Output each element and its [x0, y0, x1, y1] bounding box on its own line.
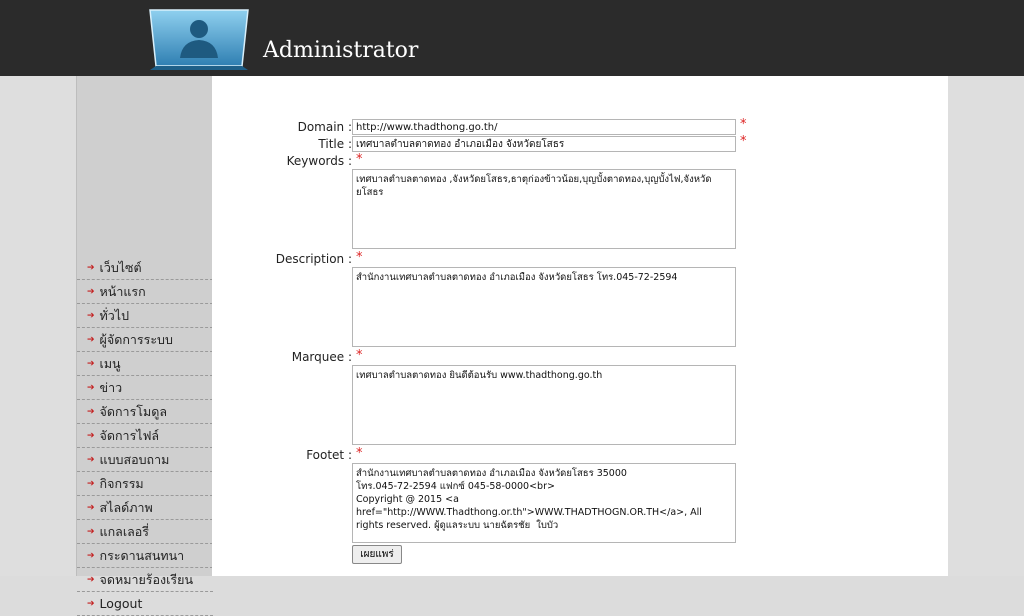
user-silhouette-icon [148, 8, 250, 70]
title-label: Title : [318, 137, 352, 151]
sidebar-item-survey[interactable] [77, 448, 213, 472]
required-mark: * [356, 446, 363, 461]
required-mark: * [740, 134, 747, 149]
sidebar-item-label: กิจกรรม [99, 475, 144, 491]
sidebar-item-slides[interactable] [77, 496, 213, 520]
keywords-textarea[interactable] [352, 169, 736, 249]
arrow-icon: ➔ [87, 406, 95, 417]
arrow-icon: ➔ [87, 358, 95, 369]
sidebar-item-label: ผู้จัดการระบบ [99, 331, 173, 347]
sidebar-item-website[interactable] [77, 256, 213, 280]
required-mark: * [356, 152, 363, 167]
sidebar-item-modules[interactable] [77, 400, 213, 424]
marquee-label: Marquee : [291, 350, 352, 364]
sidebar-item-forum[interactable] [77, 544, 213, 568]
arrow-icon: ➔ [87, 310, 95, 321]
sidebar-menu [77, 256, 213, 616]
sidebar-item-general[interactable] [77, 304, 213, 328]
sidebar-item-news[interactable] [77, 376, 213, 400]
arrow-icon: ➔ [87, 550, 95, 561]
left-margin [0, 76, 76, 576]
footer-label: Footet : [306, 448, 352, 462]
sidebar-item-admins[interactable] [77, 328, 213, 352]
sidebar-item-label: จดหมายร้องเรียน [99, 571, 193, 587]
title-input[interactable] [352, 136, 736, 152]
arrow-icon: ➔ [87, 502, 95, 513]
sidebar [76, 76, 212, 611]
sidebar-item-label: จัดการโมดูล [99, 403, 168, 419]
app-title: Administrator [263, 38, 419, 63]
keywords-label: Keywords : [286, 154, 352, 168]
sidebar-item-activities[interactable] [77, 472, 213, 496]
domain-label: Domain : [297, 120, 352, 134]
sidebar-item-gallery[interactable] [77, 520, 213, 544]
arrow-icon: ➔ [87, 382, 95, 393]
arrow-icon: ➔ [87, 430, 95, 441]
arrow-icon: ➔ [87, 262, 95, 273]
sidebar-item-label: เมนู [99, 355, 121, 371]
marquee-textarea[interactable] [352, 365, 736, 445]
sidebar-item-label: Logout [99, 596, 143, 611]
publish-button[interactable]: เผยแพร่ [352, 545, 402, 564]
arrow-icon: ➔ [87, 334, 95, 345]
arrow-icon: ➔ [87, 286, 95, 297]
arrow-icon: ➔ [87, 454, 95, 465]
arrow-icon: ➔ [87, 574, 95, 585]
description-textarea[interactable] [352, 267, 736, 347]
sidebar-item-label: กระดานสนทนา [99, 547, 185, 563]
required-mark: * [356, 348, 363, 363]
sidebar-item-label: แกลเลอรี่ [99, 523, 149, 539]
required-mark: * [740, 117, 747, 132]
description-label: Description : [275, 252, 352, 266]
sidebar-item-complaints[interactable] [77, 568, 213, 592]
arrow-icon: ➔ [87, 598, 95, 609]
sidebar-item-files[interactable] [77, 424, 213, 448]
sidebar-item-label: แบบสอบถาม [99, 451, 170, 467]
domain-input[interactable] [352, 119, 736, 135]
sidebar-item-label: เว็บไซต์ [99, 259, 142, 275]
sidebar-item-label: สไลด์ภาพ [99, 499, 153, 515]
sidebar-item-label: ทั่วไป [99, 307, 130, 323]
arrow-icon: ➔ [87, 526, 95, 537]
settings-form [212, 76, 948, 576]
right-margin [948, 76, 1024, 576]
arrow-icon: ➔ [87, 478, 95, 489]
footer-textarea[interactable] [352, 463, 736, 543]
header-bar [0, 0, 1024, 76]
sidebar-item-logout[interactable] [77, 592, 213, 616]
sidebar-item-label: ข่าว [99, 379, 123, 395]
sidebar-item-label: หน้าแรก [99, 283, 146, 299]
required-mark: * [356, 250, 363, 265]
sidebar-item-menu[interactable] [77, 352, 213, 376]
sidebar-item-label: จัดการไฟล์ [99, 427, 160, 443]
sidebar-item-home[interactable] [77, 280, 213, 304]
